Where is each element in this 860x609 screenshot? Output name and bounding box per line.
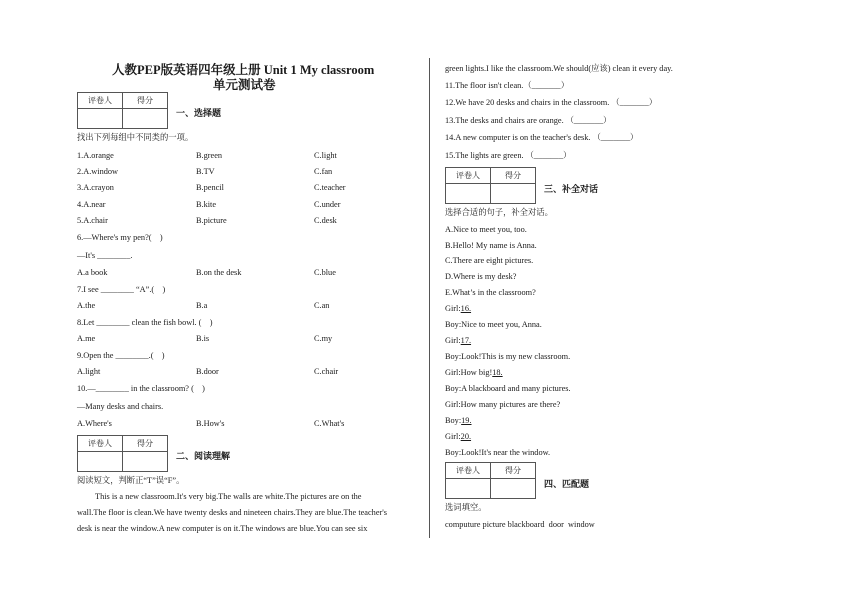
- section2-heading: 二、阅读理解: [176, 451, 231, 461]
- speaker: Boy:: [445, 448, 462, 457]
- question-option-a: A.me: [77, 334, 96, 343]
- tf-item: 11.The floor isn't clean.（_______）: [445, 81, 570, 90]
- question-option-c: C.blue: [314, 268, 336, 277]
- tf-item: 12.We have 20 desks and chairs in the classroom. （_______）: [445, 98, 658, 107]
- line-text: Look!This is my new classroom.: [461, 352, 571, 361]
- question-option-a: A.a book: [77, 268, 108, 277]
- q7-stem: 7.I see ________ “A”.( ): [77, 285, 166, 294]
- question-option-a: 3.A.crayon: [77, 183, 114, 192]
- section2-instruction: 阅读短文，判断正“T”误“F”。: [77, 476, 185, 485]
- dialogue-option: B.Hello! My name is Anna.: [445, 241, 537, 250]
- dialogue-option: E.What’s in the classroom?: [445, 288, 536, 297]
- score-box-1: [77, 92, 168, 129]
- line-text: Look!It's near the window.: [461, 448, 551, 457]
- section4-heading: 四、匹配题: [544, 479, 590, 489]
- line-text: A blackboard and many pictures.: [461, 384, 571, 393]
- question-option-b: B.How's: [196, 419, 225, 428]
- speaker: Girl:: [445, 304, 461, 313]
- grader-label: 评卷人: [78, 436, 123, 452]
- question-option-b: B.is: [196, 334, 210, 343]
- passage-line: green lights.I like the classroom.We should(应该) clean it every day.: [445, 64, 673, 73]
- dialogue-line: [445, 432, 471, 442]
- speaker: Girl:: [445, 432, 461, 441]
- dialogue-option: D.Where is my desk?: [445, 272, 517, 281]
- q10-stem: 10.—________ in the classroom? ( ): [77, 384, 205, 393]
- question-option-b: B.door: [196, 367, 219, 376]
- dialogue-line: [445, 416, 472, 426]
- passage-line: wall.The floor is clean.We have twenty desks and nineteen chairs.They are blue.The teacher's: [77, 508, 387, 517]
- question-option-b: B.TV: [196, 167, 215, 176]
- tf-item: 13.The desks and chairs are orange. （_______）: [445, 116, 612, 125]
- score-box-4: [445, 462, 536, 499]
- answer-blank: 19.: [461, 416, 472, 425]
- section1-instruction: 找出下列每组中不同类的一项。: [77, 133, 194, 142]
- word-bank: computure picture blackboard door window: [445, 520, 595, 529]
- question-option-c: C.under: [314, 200, 341, 209]
- score-cell: [123, 452, 168, 472]
- tf-item: 15.The lights are green. （_______）: [445, 151, 572, 160]
- dialogue-option: A.Nice to meet you, too.: [445, 225, 527, 234]
- dialogue-line: [445, 336, 471, 346]
- question-option-c: C.fan: [314, 167, 333, 176]
- score-label: 得分: [123, 436, 168, 452]
- question-option-c: C.desk: [314, 216, 337, 225]
- page-subtitle: 单元测试卷: [213, 78, 276, 92]
- question-option-b: B.green: [196, 151, 223, 160]
- question-option-c: C.What's: [314, 419, 345, 428]
- passage-line: This is a new classroom.It's very big.The walls are white.The pictures are on the: [95, 492, 362, 501]
- speaker: Boy:: [445, 352, 462, 361]
- question-option-b: B.a: [196, 301, 208, 310]
- dialogue-line: [445, 320, 542, 330]
- score-cell: [491, 479, 536, 499]
- score-label: 得分: [491, 168, 536, 184]
- section1-heading: 一、选择题: [176, 108, 222, 118]
- page-title: 人教PEP版英语四年级上册 Unit 1 My classroom: [112, 63, 375, 77]
- dialogue-option: C.There are eight pictures.: [445, 256, 534, 265]
- speaker: Girl:: [445, 336, 461, 345]
- grader-cell: [446, 184, 491, 204]
- question-option-a: A.the: [77, 301, 96, 310]
- dialogue-line: [445, 304, 471, 314]
- answer-blank: 16.: [460, 304, 472, 313]
- question-option-a: A.Where's: [77, 419, 112, 428]
- dialogue-line: [445, 400, 560, 410]
- tf-item: 14.A new computer is on the teacher's desk. （_______）: [445, 133, 639, 142]
- grader-label: 评卷人: [78, 93, 123, 109]
- score-label: 得分: [123, 93, 168, 109]
- answer-blank: 20.: [460, 432, 472, 441]
- question-option-c: C.teacher: [314, 183, 346, 192]
- score-box-2: [77, 435, 168, 472]
- question-option-a: A.light: [77, 367, 101, 376]
- question-option-c: C.light: [314, 151, 337, 160]
- speaker: Girl:: [445, 368, 461, 377]
- q8-stem: 8.Let ________ clean the fish bowl. ( ): [77, 318, 213, 327]
- question-option-b: B.picture: [196, 216, 227, 225]
- score-cell: [491, 184, 536, 204]
- section3-heading: 三、补全对话: [544, 184, 599, 194]
- passage-line: desk is near the window.A new computer is on it.The windows are blue.You can see six: [77, 524, 368, 533]
- q9-stem: 9.Open the ________.( ): [77, 351, 165, 360]
- question-option-a: 1.A.orange: [77, 151, 114, 160]
- question-option-c: C.chair: [314, 367, 339, 376]
- grader-cell: [78, 452, 123, 472]
- section3-instruction: 选择合适的句子，补全对话。: [445, 208, 553, 217]
- dialogue-line: [445, 448, 550, 458]
- grader-cell: [78, 109, 123, 129]
- question-option-c: C.my: [314, 334, 333, 343]
- grader-label: 评卷人: [446, 463, 491, 479]
- question-option-a: 2.A.window: [77, 167, 119, 176]
- speaker: Boy:: [445, 320, 462, 329]
- section4-instruction: 选词填空。: [445, 503, 487, 512]
- question-option-a: 4.A.near: [77, 200, 106, 209]
- line-text: How many pictures are there?: [460, 400, 561, 409]
- question-option-b: B.on the desk: [196, 268, 242, 277]
- score-label: 得分: [491, 463, 536, 479]
- dialogue-line: [445, 352, 570, 362]
- speaker: Boy:: [445, 384, 462, 393]
- column-divider: [429, 58, 430, 538]
- grader-cell: [446, 479, 491, 499]
- q6-stem: 6.—Where's my pen?( ): [77, 233, 163, 242]
- dialogue-line: [445, 368, 503, 378]
- answer-blank: 17.: [460, 336, 472, 345]
- score-cell: [123, 109, 168, 129]
- score-box-3: [445, 167, 536, 204]
- q10-stem-2: —Many desks and chairs.: [77, 402, 164, 411]
- question-option-c: C.an: [314, 301, 330, 310]
- dialogue-line: [445, 384, 571, 394]
- question-option-a: 5.A.chair: [77, 216, 108, 225]
- speaker: Girl:: [445, 400, 461, 409]
- speaker: Boy:: [445, 416, 462, 425]
- line-text: Nice to meet you, Anna.: [461, 320, 542, 329]
- grader-label: 评卷人: [446, 168, 491, 184]
- question-option-b: B.kite: [196, 200, 217, 209]
- answer-blank: 18.: [492, 368, 503, 377]
- line-text: How big!: [460, 368, 493, 377]
- q6-stem-2: —It's ________.: [77, 251, 133, 260]
- question-option-b: B.pencil: [196, 183, 224, 192]
